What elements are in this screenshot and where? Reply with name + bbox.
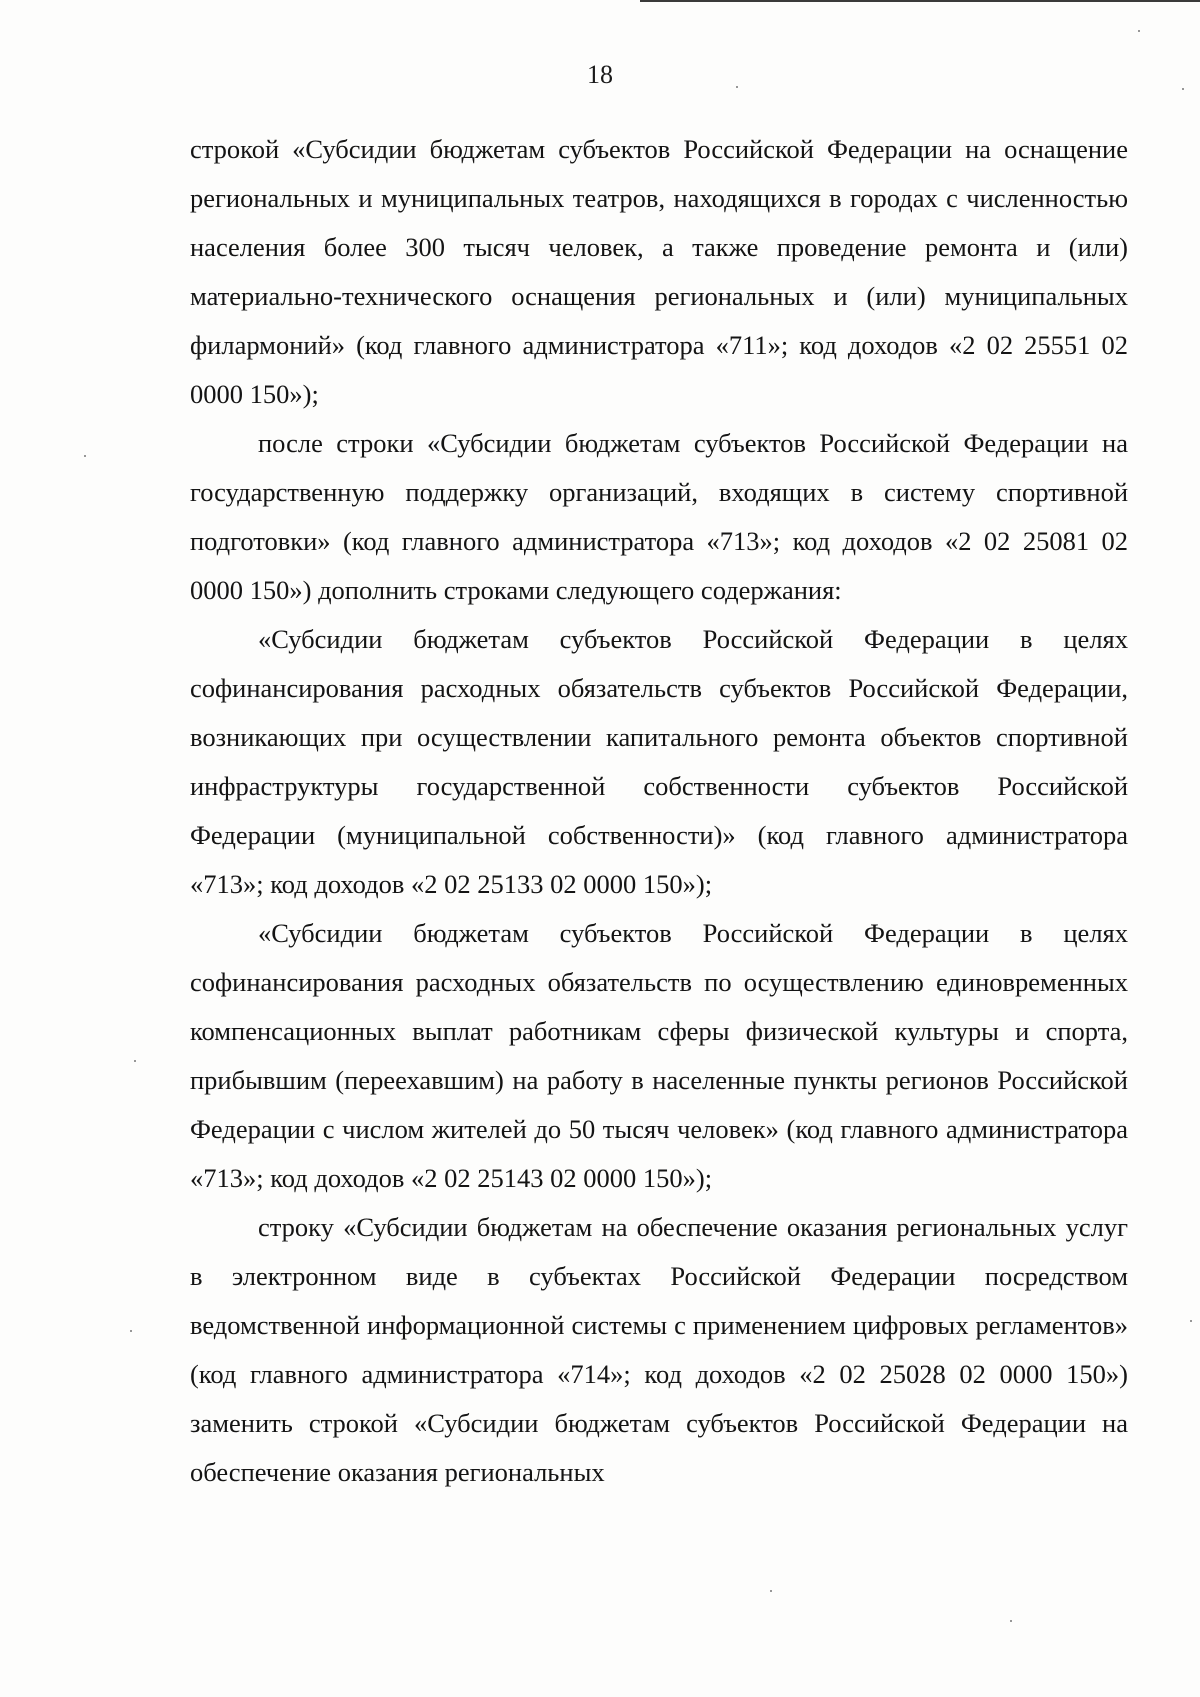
paragraph-2: после строки «Субсидии бюджетам субъектов Российской Федерации на государственную поддержку организаций, входящих в систему спортивной подготовки» (код главного администратора «713»; код доходов «2 02 25081 02 0000 150») дополнить строками следующего содержания:	[190, 428, 1128, 605]
paragraph-1: строкой «Субсидии бюджетам субъектов Российской Федерации на оснащение региональных и муниципальных театров, находящихся в городах с численностью населения более 300 тысяч человек, а также проведение ремонта и (или) материально-технического оснащения региональных и (или) муниципальных филармоний» (код главного администратора «711»; код доходов «2 02 25551 02 0000 150»);	[190, 134, 1128, 409]
paragraph-5: строку «Субсидии бюджетам на обеспечение оказания региональных услуг в электронном виде в субъектах Российской Федерации посредством ведомственной информационной системы с применением цифровых регламентов» (код главного администратора «714»; код доходов «2 02 25028 02 0000 150») заменить строкой «Субсидии бюджетам субъектов Российской Федерации на обеспечение оказания региональных	[190, 1212, 1128, 1487]
top-border-line	[640, 0, 1200, 2]
scan-speck	[1138, 30, 1140, 32]
scan-speck	[130, 1330, 132, 1332]
paragraph-4: «Субсидии бюджетам субъектов Российской Федерации в целях софинансирования расходных обязательств по осуществлению единовременных компенсационных выплат работникам сферы физической культуры и спорта, прибывшим (переехавшим) на работу в населенные пункты регионов Российской Федерации с числом жителей до 50 тысяч человек» (код главного администратора «713»; код доходов «2 02 25143 02 0000 150»);	[190, 918, 1128, 1193]
page-number: 18	[587, 60, 613, 89]
scan-speck	[1190, 1320, 1192, 1322]
scan-speck	[84, 455, 86, 457]
document-body	[190, 125, 1128, 1497]
scan-speck	[1182, 88, 1184, 90]
scan-speck	[736, 86, 738, 88]
scan-speck	[1010, 1620, 1012, 1622]
paragraph-3: «Субсидии бюджетам субъектов Российской Федерации в целях софинансирования расходных обязательств субъектов Российской Федерации, возникающих при осуществлении капитального ремонта объектов спортивной инфраструктуры государственной собственности субъектов Российской Федерации (муниципальной собственности)» (код главного администратора «713»; код доходов «2 02 25133 02 0000 150»);	[190, 624, 1128, 899]
scan-speck	[134, 1060, 136, 1062]
scan-speck	[770, 1590, 772, 1592]
